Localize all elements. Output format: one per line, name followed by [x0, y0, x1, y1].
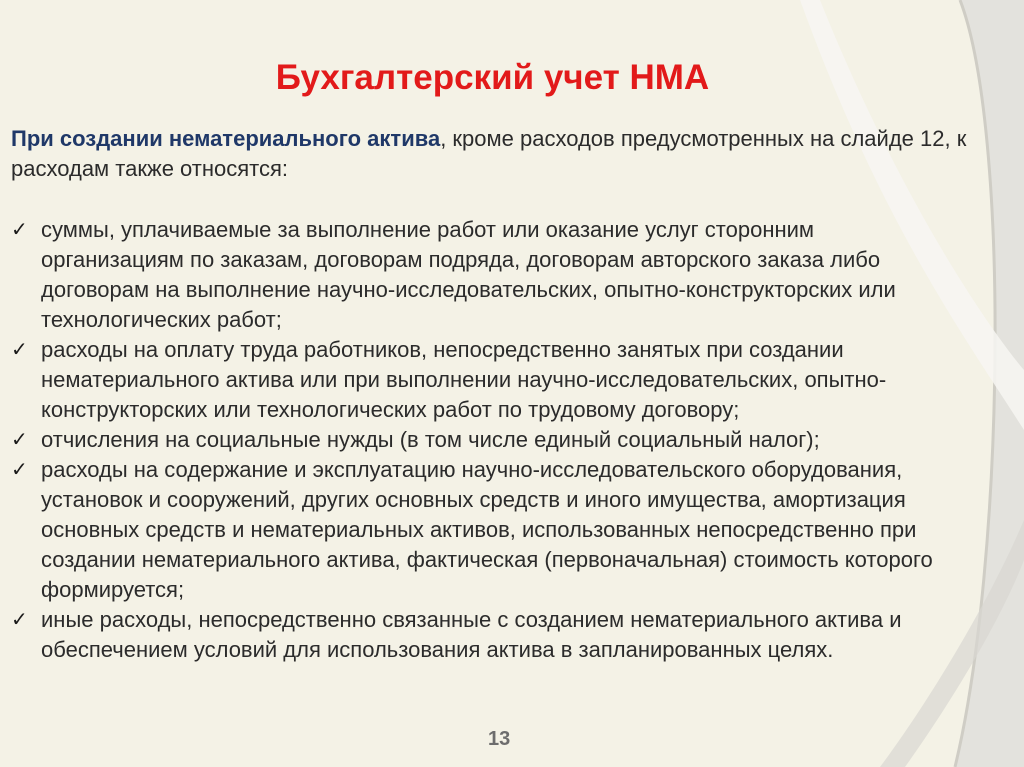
intro-lead: При создании нематериального актива — [11, 126, 441, 151]
intro-paragraph — [11, 124, 971, 184]
bullet-text: отчисления на социальные нужды (в том числе единый социальный налог); — [41, 427, 820, 452]
bullet-text: суммы, уплачиваемые за выполнение работ или оказание услуг сторонним организациям по заказам, договорам подряда, договорам авторского заказа либо договорам на выполнение научно-исследовательских, опытно-конструкторских или технологических работ; — [41, 217, 896, 332]
page-number: 13 — [488, 728, 511, 750]
check-mark-icon: ✓ — [11, 339, 28, 361]
check-mark-icon: ✓ — [11, 459, 28, 481]
slide-title: Бухгалтерский учет НМА — [275, 58, 710, 97]
check-mark-icon: ✓ — [11, 609, 28, 631]
bullet-list — [11, 215, 961, 665]
check-mark-icon: ✓ — [11, 429, 28, 451]
bullet-item — [11, 455, 961, 605]
bullet-text: иные расходы, непосредственно связанные с созданием нематериального актива и обеспечением условий для использования актива в запланированных целях. — [41, 607, 902, 662]
bullet-text: расходы на содержание и эксплуатацию научно-исследовательского оборудования, установок и сооружений, других основных средств и иного имущества, амортизация основных средств и нематериальных активов, использованных непосредственно при создании нематериального актива, фактическая (первоначальная) стоимость которого формируется; — [41, 457, 933, 602]
check-mark-icon: ✓ — [11, 219, 28, 241]
bullet-item — [11, 425, 961, 455]
bullet-item — [11, 335, 961, 425]
bullet-text: расходы на оплату труда работников, непосредственно занятых при создании нематериального актива или при выполнении научно-исследовательских, опытно-конструкторских или технологических работ по трудовому договору; — [41, 337, 887, 422]
bullet-item — [11, 215, 961, 335]
intro-rest: , кроме расходов предусмотренных на слайде 12, к расходам также относятся: — [11, 126, 967, 181]
bullet-item — [11, 605, 961, 665]
